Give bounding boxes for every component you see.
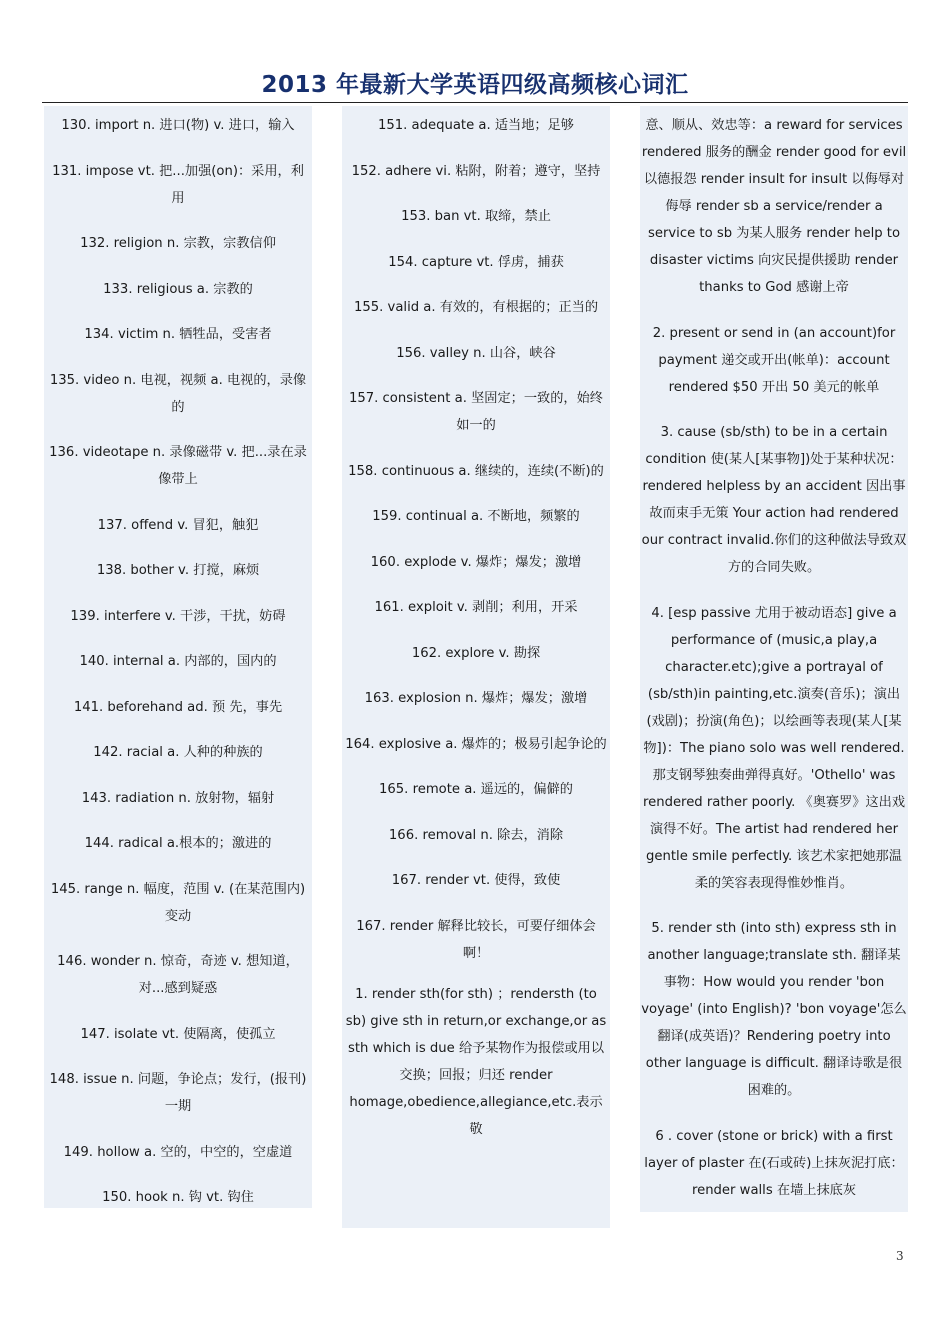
page-title: 2013 年最新大学英语四级高频核心词汇 — [261, 72, 689, 98]
vocab-entry: 157. consistent a. 坚固定；一致的，始终如一的 — [349, 391, 603, 433]
vocab-entry: 166. removal n. 除去，消除 — [388, 827, 564, 843]
vocab-entry: 154. capture vt. 俘虏，捕获 — [388, 254, 564, 270]
vocab-entry: 164. explosive a. 爆炸的；极易引起争论的 — [345, 736, 607, 752]
vocab-column-1 — [44, 106, 312, 1208]
vocab-column-3 — [640, 106, 908, 1212]
vocab-entry: 167. render vt. 使得，致使 — [391, 873, 561, 888]
definition-paragraph: 5. render sth (into sth) express sth in another language;translate sth. 翻译某事物：How would you render 'bon voyage' (into English)? 'bon voyage'怎么翻译(成英语)？Rendering poetry into other language is difficult. 翻译诗歌是很困难的。 — [641, 921, 907, 1098]
vocab-entry: 152. adhere vi. 粘附，附着；遵守，坚持 — [351, 163, 601, 179]
vocab-entry: 138. bother v. 打搅，麻烦 — [96, 563, 260, 578]
vocab-entry: 140. internal a. 内部的，国内的 — [79, 654, 277, 669]
vocab-entry: 130. import n. 进口(物) v. 进口，输入 — [61, 118, 295, 133]
definition-paragraph: 2. present or send in (an account)for payment 递交或开出(帐单)：account rendered $50 开出 50 美元的帐单 — [652, 325, 896, 395]
vocab-column-2 — [342, 106, 610, 1228]
vocab-entry: 160. explode v. 爆炸；爆发；激增 — [370, 554, 582, 570]
vocab-entry: 136. videotape n. 录像磁带 v. 把...录在录像带上 — [49, 445, 307, 487]
vocab-entry: 141. beforehand ad. 预 先，事先 — [73, 699, 283, 715]
vocab-entry: 143. radiation n. 放射物，辐射 — [81, 790, 275, 806]
page-number: 3 — [896, 1249, 904, 1263]
vocab-entry: 156. valley n. 山谷，峡谷 — [396, 345, 556, 361]
vocab-entry: 135. video n. 电视，视频 a. 电视的，录像的 — [49, 372, 307, 415]
title-rule — [42, 102, 908, 103]
definition-paragraph: 6 . cover (stone or brick) with a first layer of plaster 在(石或砖)上抹灰泥打底：render walls 在墙上抹底灰 — [644, 1128, 904, 1198]
vocab-entry: 147. isolate vt. 使隔离，使孤立 — [80, 1026, 276, 1042]
vocab-entry: 150. hook n. 钩 vt. 钩住 — [102, 1190, 254, 1205]
definition-paragraph: 1. render sth(for sth) ；rendersth (to sb) give sth in return,or exchange,or as sth which is due 给予某物作为报偿或用以交换；回报；归还 render homage,obedience,allegiance,etc.表示敬 — [345, 986, 607, 1137]
definition-paragraph: 意、顺从、效忠等：a reward for services rendered 服务的酬金 render good for evil 以德报怨 render insult for insult 以侮辱对侮辱 render sb a service/render a service to sb 为某人服务 render help to disaster victims 向灾民提供援助 render thanks to God 感谢上帝 — [641, 118, 907, 295]
vocab-entry: 146. wonder n. 惊奇，奇迹 v. 想知道，对...感到疑惑 — [57, 954, 299, 996]
vocab-entry: 162. explore v. 勘探 — [411, 645, 541, 661]
vocab-entry: 153. ban vt. 取缔，禁止 — [401, 209, 551, 224]
vocab-entry: 161. exploit v. 剥削；利用，开采 — [374, 600, 578, 615]
vocab-entry: 145. range n. 幅度，范围 v. (在某范围内)变动 — [50, 881, 306, 924]
vocab-entry: 165. remote a. 遥远的，偏僻的 — [379, 782, 573, 797]
vocab-entry: 163. explosion n. 爆炸；爆发；激增 — [364, 691, 588, 706]
definition-paragraph: 4. [esp passive 尤用于被动语态] give a performance of (music,a play,a character.etc);give a portrayal of (sb/sth)in painting,etc.演奏(音乐)；演出(戏剧)；扮演(角色)；以绘画等表现(某人[某物])：The piano solo was well rendered. 那支钢琴独奏曲弹得真好。'Othello' was rendered rather poorly. 《奥赛罗》这出戏演得不好。The artist had rendered her gentle smile perfectly. 该艺术家把她那温柔的笑容表现得惟妙惟肖。 — [642, 605, 906, 891]
vocab-entry: 149. hollow a. 空的，中空的，空虚道 — [63, 1144, 293, 1160]
vocab-entry: 134. victim n. 牺牲品，受害者 — [84, 327, 272, 342]
vocab-entry: 139. interfere v. 干涉，干扰，妨碍 — [70, 608, 286, 624]
vocab-entry: 167. render 解释比较长，可要仔细体会啊！ — [356, 918, 596, 961]
vocab-entry: 137. offend v. 冒犯，触犯 — [97, 517, 259, 533]
vocab-entry: 151. adequate a. 适当地；足够 — [378, 118, 574, 133]
vocab-entry: 131. impose vt. 把...加强(on)：采用，利用 — [52, 163, 304, 206]
definition-paragraph: 3. cause (sb/sth) to be in a certain condition 使(某人[某事物])处于某种状况：rendered helpless by an accident 因出事故而束手无策 Your action had rendered our contract invalid.你们的这种做法导致双方的合同失败。 — [641, 425, 907, 575]
vocab-entry: 155. valid a. 有效的，有根据的；正当的 — [353, 300, 599, 315]
vocab-entry: 158. continuous a. 继续的，连续(不断)的 — [348, 463, 604, 479]
vocab-entry: 159. continual a. 不断地，频繁的 — [372, 509, 580, 524]
vocab-entry: 142. racial a. 人种的种族的 — [93, 745, 263, 760]
vocab-entry: 148. issue n. 问题，争论点；发行，(报刊)一期 — [49, 1072, 307, 1114]
vocab-entry: 132. religion n. 宗教，宗教信仰 — [80, 236, 276, 251]
vocab-entry: 133. religious a. 宗教的 — [103, 281, 253, 297]
vocab-entry: 144. radical a.根本的；激进的 — [84, 836, 272, 851]
